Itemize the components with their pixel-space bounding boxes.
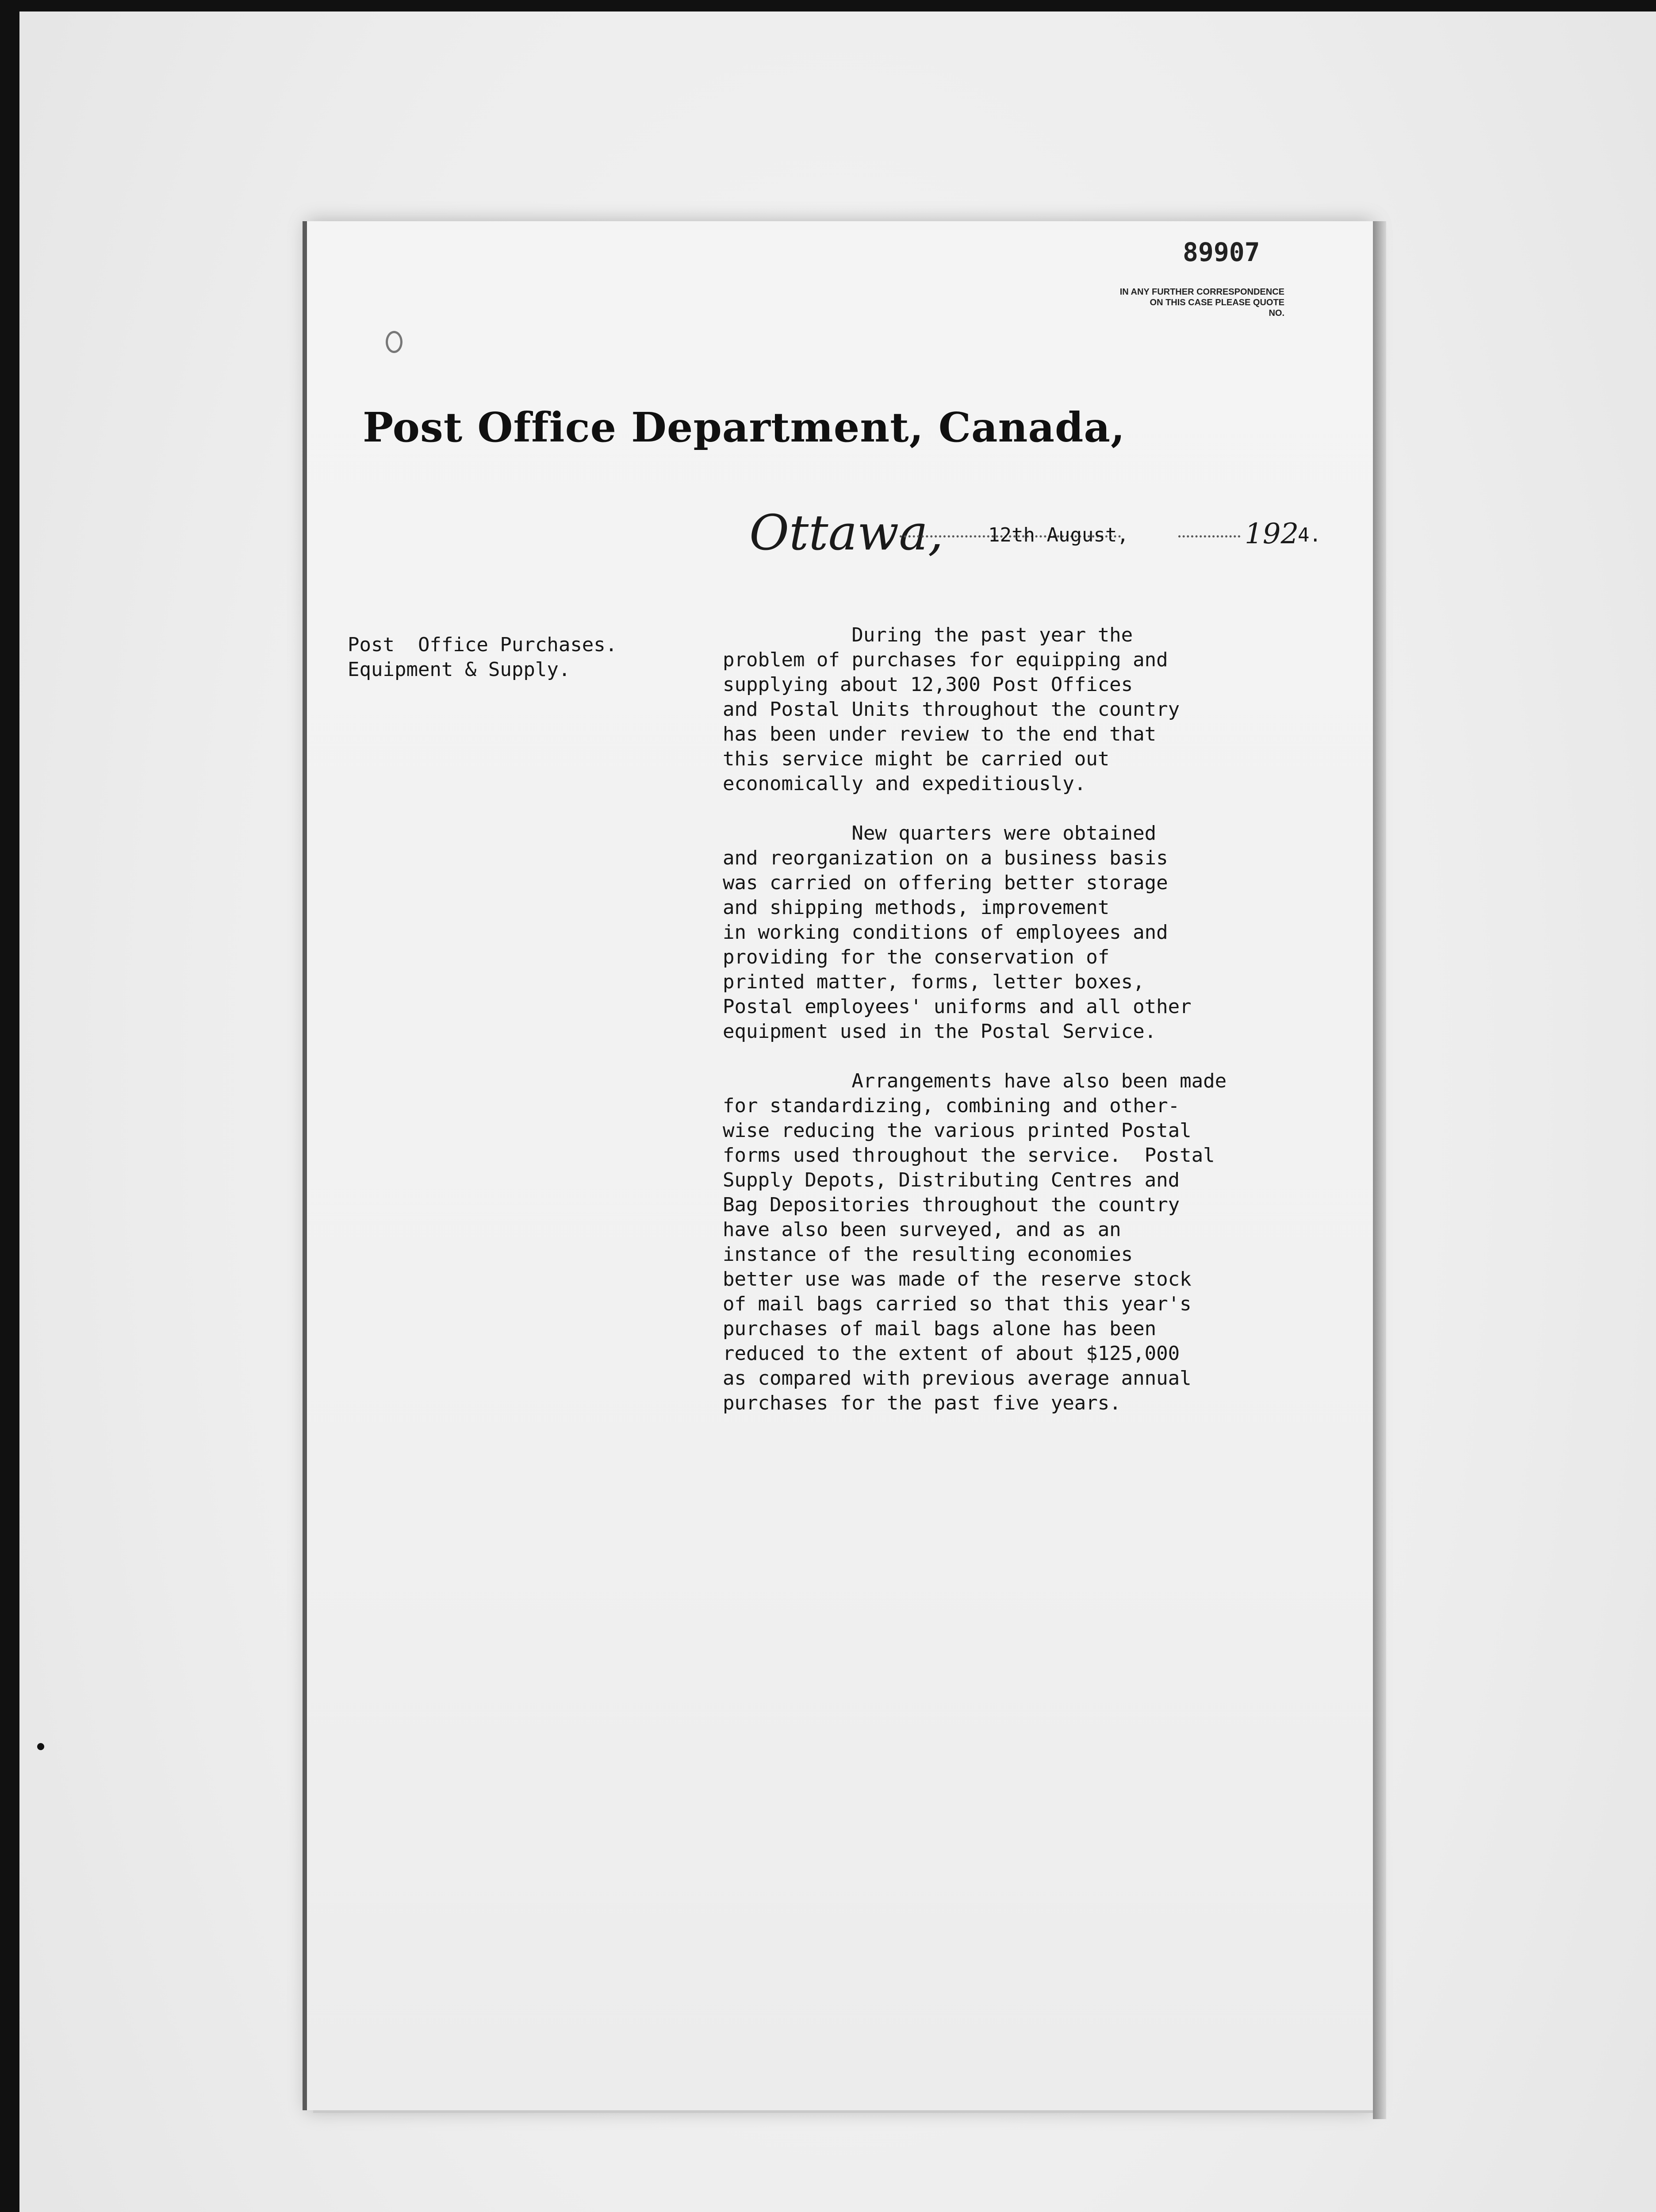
letter-date: 12th August, (988, 524, 1129, 546)
punch-hole (386, 331, 402, 353)
quote-notice-line: ON THIS CASE PLEASE QUOTE (1150, 298, 1284, 307)
year-typed: 4. (1298, 524, 1321, 546)
subject-heading: Post Office Purchases. Equipment & Supply. (348, 634, 617, 681)
letter-page (307, 221, 1373, 2110)
year-handwritten: 192 (1245, 518, 1299, 550)
letter-body: During the past year the problem of purchases for equipping and supplying about 12,300 Post Offices and Postal Units throughout the country has been under review to the end that this service might be carried out economically and expeditiously. New quarters were obtained and reorganization on a business basis was carried on offering better storage and shipping methods, improvement in working conditions of employees and providing for the conservation of printed matter, forms, letter boxes, Postal employees' uniforms and all other equipment used in the Postal Service. Arrangements have also been made for standardizing, combining and other- wise reducing the various printed Postal forms used throughout the service. Postal Supply Depots, Distributing Centres and Bag Depositories throughout the country have also been surveyed, and as an instance of the resulting economies better use was made of the reserve stock of mail bags carried so that this year's purchases of mail bags alone has been reduced to the extent of about $125,000 as compared with previous average annual purchases for the past five years. (723, 624, 1227, 1414)
dust-speck (37, 1743, 44, 1750)
quote-notice-line: IN ANY FURTHER CORRESPONDENCE (1119, 287, 1284, 297)
letterhead-title: Post Office Department, Canada, (362, 403, 1125, 451)
place-date-line (749, 504, 1324, 561)
place-name: Ottawa, (749, 504, 943, 561)
quote-notice-line: NO. (1269, 308, 1284, 318)
file-number: 89907 (1183, 237, 1260, 267)
quote-notice (1037, 287, 1284, 319)
dotted-rule (1178, 535, 1240, 538)
page-edge-shadow (1373, 221, 1386, 2119)
